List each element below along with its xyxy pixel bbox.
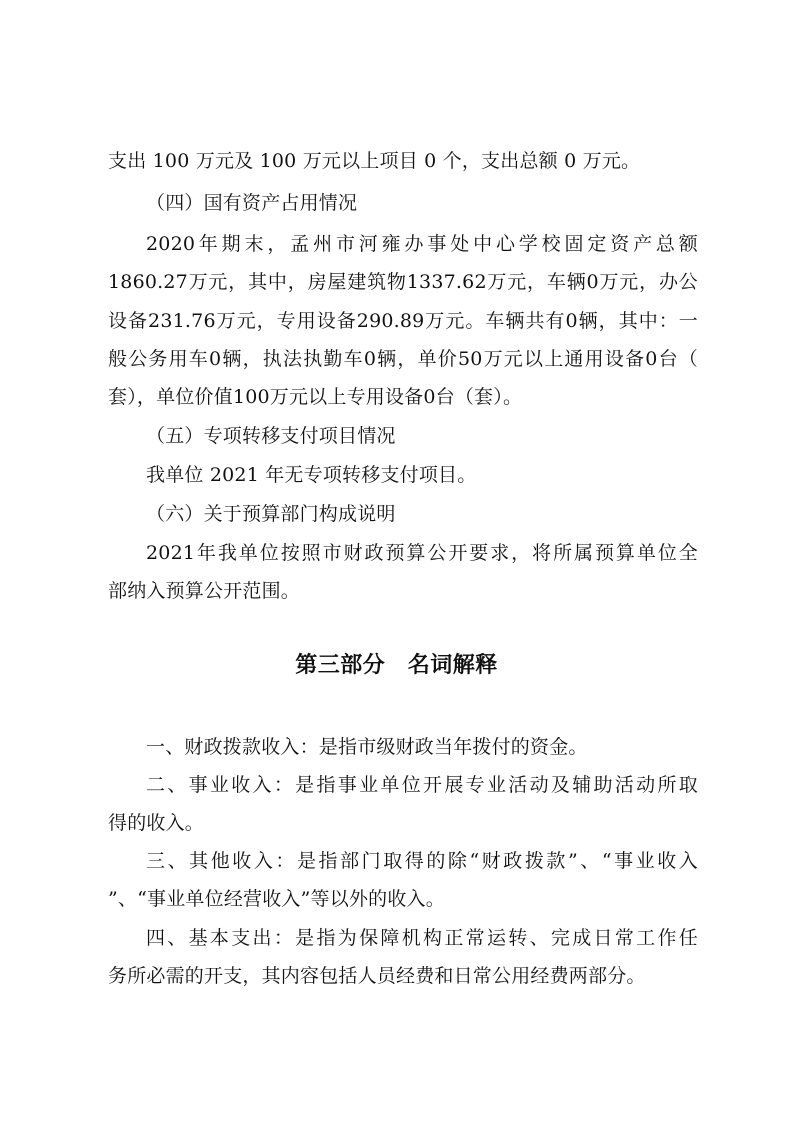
paragraph-line: 设备231.76万元，专用设备290.89万元。车辆共有0辆，其中：一 [108,310,698,332]
paragraph-line: 1860.27万元，其中，房屋建筑物1337.62万元，车辆0万元，办公 [108,271,698,293]
paragraph-line: 支出 100 万元及 100 万元以上项目 0 个，支出总额 0 万元。 [108,150,641,172]
paragraph-line: 部纳入预算公开范围。 [108,580,301,602]
part-title: 第三部分 名词解释 [295,653,498,678]
section-heading-assets: （四）国有资产占用情况 [146,192,358,214]
section-heading-composition: （六）关于预算部门构成说明 [146,503,396,525]
definition-line: 二、事业收入：是指事业单位开展专业活动及辅助活动所取 [146,774,698,796]
definition-line: 务所必需的开支，其内容包括人员经费和日常公用经费两部分。 [108,965,646,987]
definition-line: 四、基本支出：是指为保障机构正常运转、完成日常工作任 [146,927,698,949]
paragraph-line: 我单位 2021 年无专项转移支付项目。 [146,464,477,486]
paragraph-line: 2021年我单位按照市财政预算公开要求，将所属预算单位全 [146,542,698,564]
section-heading-transfer: （五）专项转移支付项目情况 [146,425,396,447]
definition-line: 三、其他收入：是指部门取得的除“财政拨款”、“事业收入 [146,850,698,872]
paragraph-line: 2020年期末，孟州市河雍办事处中心学校固定资产总额 [146,233,698,255]
definition-line: ”、“事业单位经营收入”等以外的收入。 [108,888,445,910]
definition-line: 一、财政拨款收入：是指市级财政当年拨付的资金。 [146,736,588,758]
paragraph-line: 套），单位价值100万元以上专用设备0台（套）。 [108,386,523,408]
paragraph-line: 般公务用车0辆，执法执勤车0辆，单价50万元以上通用设备0台（ [108,348,698,370]
definition-line: 得的收入。 [108,812,205,834]
